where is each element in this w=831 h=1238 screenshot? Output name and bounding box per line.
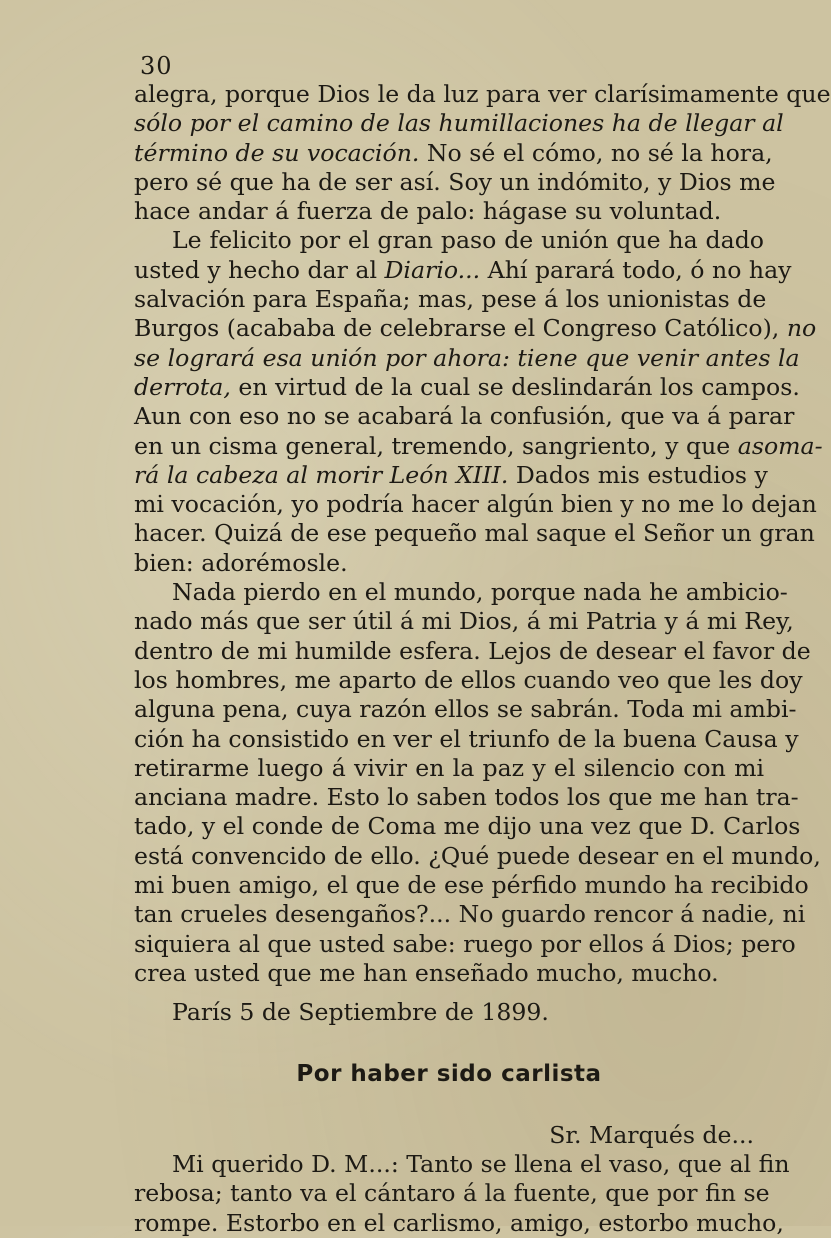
text-line: anciana madre. Esto lo saben todos los que me han tra- xyxy=(134,783,799,812)
text-line: en un cisma general, tremendo, sangriento, y que asoma- xyxy=(134,431,823,460)
text-line: crea usted que me han enseñado mucho, mucho. xyxy=(134,958,719,987)
text-line: sólo por el camino de las humillaciones ha de llegar al xyxy=(134,109,784,138)
dateline: París 5 de Septiembre de 1899. xyxy=(172,998,549,1027)
section-heading: Por haber sido carlista xyxy=(296,1060,602,1087)
page-number: 30 xyxy=(140,52,173,80)
text-line: siquiera al que usted sabe: ruego por ellos á Dios; pero xyxy=(134,929,796,958)
paragraph-start: Le felicito por el gran paso de unión que ha dado xyxy=(172,226,764,255)
text-line: rá la cabeza al morir León XIII. Dados mis estudios y xyxy=(134,460,768,489)
text-line: hacer. Quizá de ese pequeño mal saque el Señor un gran xyxy=(134,519,815,548)
text-line: tado, y el conde de Coma me dijo una vez que D. Carlos xyxy=(134,812,801,841)
text-line: hace andar á fuerza de palo: hágase su voluntad. xyxy=(134,197,722,226)
text-line: usted y hecho dar al Diario... Ahí parará todo, ó no hay xyxy=(134,255,792,284)
text-line: está convencido de ello. ¿Qué puede desear en el mundo, xyxy=(134,841,821,870)
text-line: los hombres, me aparto de ellos cuando veo que les doy xyxy=(134,665,803,694)
body-text xyxy=(134,80,831,1238)
text-line: ción ha consistido en ver el triunfo de la buena Causa y xyxy=(134,724,799,753)
text-line: rebosa; tanto va el cántaro á la fuente, que por fin se xyxy=(134,1179,770,1208)
text-line: derrota, en virtud de la cual se deslindarán los campos. xyxy=(134,372,800,401)
text-line: Aun con eso no se acabará la confusión, que va á parar xyxy=(134,402,795,431)
text-line: término de su vocación. No sé el cómo, no sé la hora, xyxy=(134,138,773,167)
text-line: mi buen amigo, el que de ese pérfido mundo ha recibido xyxy=(134,871,809,900)
text-line: bien: adorémosle. xyxy=(134,548,348,577)
text-line: rompe. Estorbo en el carlismo, amigo, estorbo mucho, xyxy=(134,1208,784,1237)
text-line: alegra, porque Dios le da luz para ver clarísimamente que xyxy=(134,80,831,108)
text-line: nado más que ser útil á mi Dios, á mi Patria y á mi Rey, xyxy=(134,607,794,636)
paragraph-start: Mi querido D. M...: Tanto se llena el vaso, que al fin xyxy=(172,1150,790,1179)
text-line: retirarme luego á vivir en la paz y el silencio con mi xyxy=(134,753,764,782)
addressee: Sr. Marqués de... xyxy=(549,1120,754,1149)
text-line: mi vocación, yo podría hacer algún bien y no me lo dejan xyxy=(134,490,817,519)
text-line: salvación para España; mas, pese á los unionistas de xyxy=(134,285,767,314)
text-line: dentro de mi humilde esfera. Lejos de desear el favor de xyxy=(134,636,811,665)
paragraph-start: Nada pierdo en el mundo, porque nada he ambicio- xyxy=(172,578,788,607)
text-line: alguna pena, cuya razón ellos se sabrán. Toda mi ambi- xyxy=(134,695,797,724)
text-line: pero sé que ha de ser así. Soy un indómito, y Dios me xyxy=(134,167,776,196)
text-line: Burgos (acababa de celebrarse el Congreso Católico), no xyxy=(134,314,817,343)
text-line: tan crueles desengaños?... No guardo rencor á nadie, ni xyxy=(134,900,806,929)
text-line: se logrará esa unión por ahora: tiene que venir antes la xyxy=(134,343,800,372)
